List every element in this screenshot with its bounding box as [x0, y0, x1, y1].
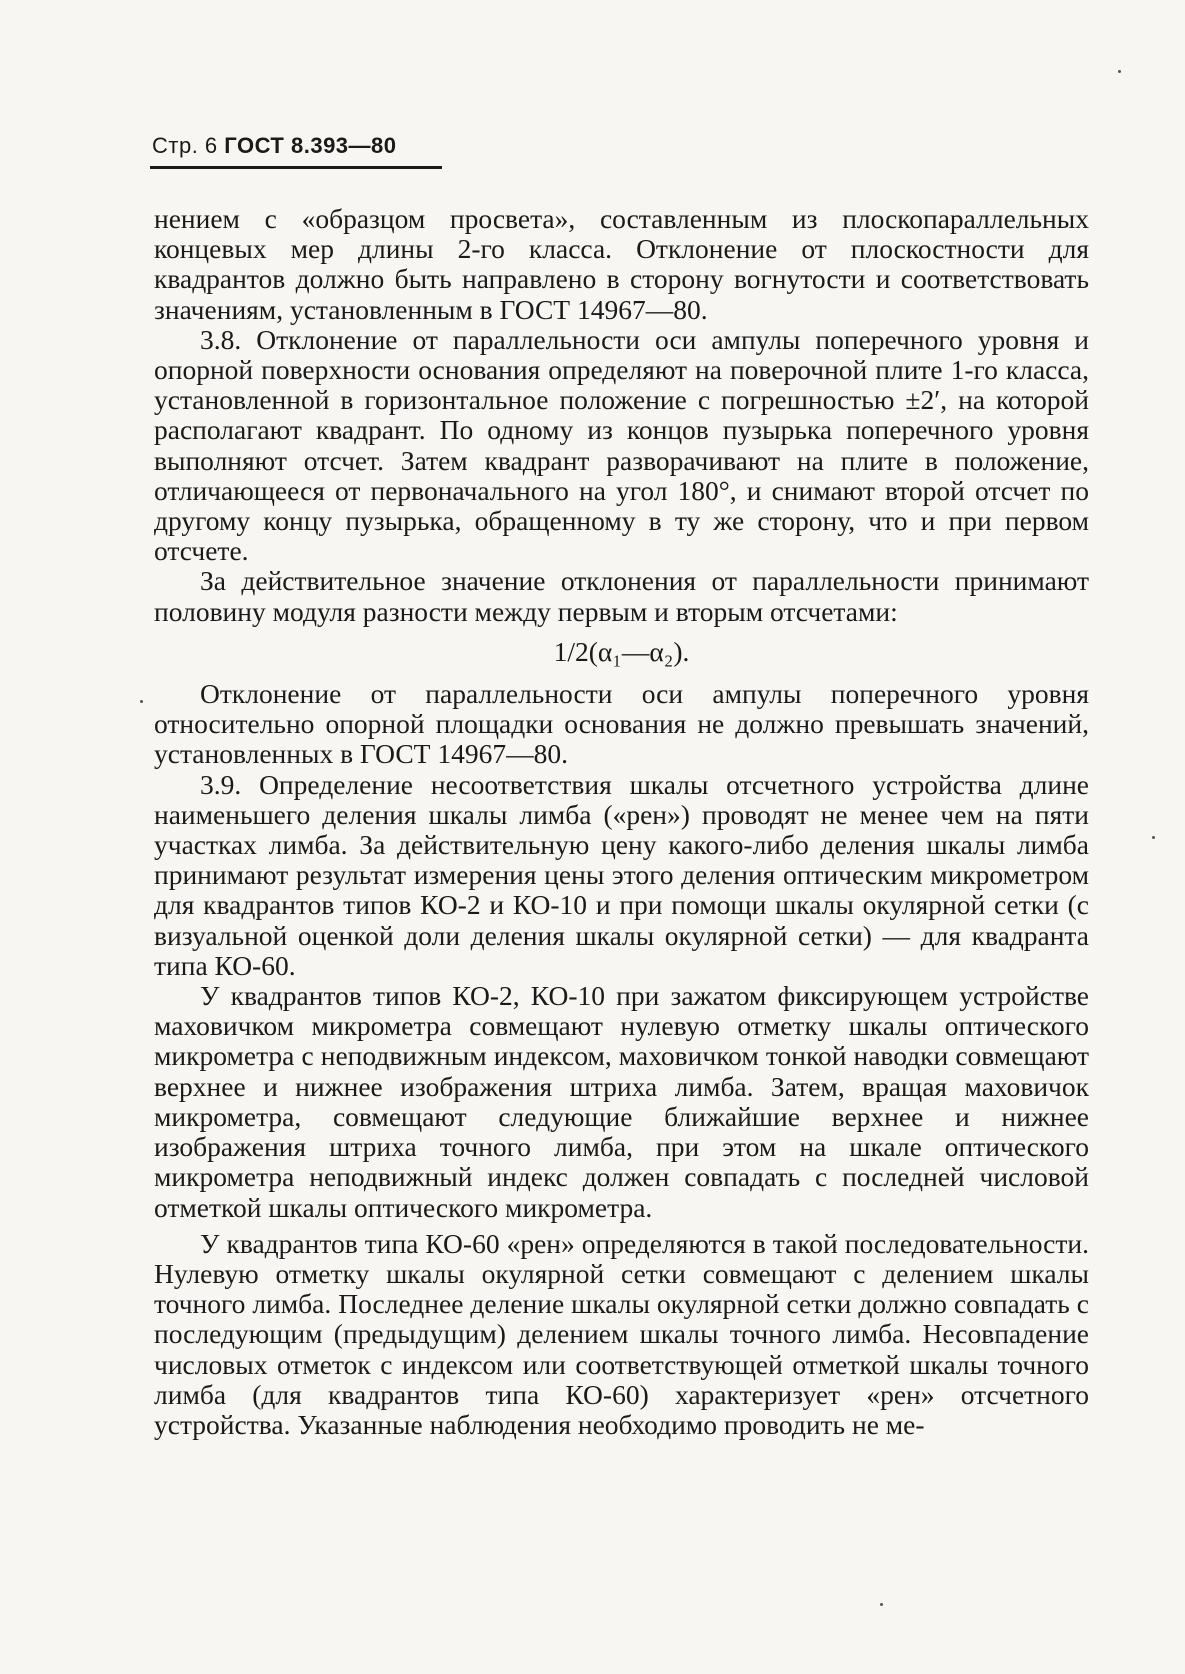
paragraph-continuation: нением с «образцом просвета», составленным из плоскопараллельных концевых мер длины 2-го класса. Отклонение от плоскостности для квадрантов должно быть направлено в сторону вогнутости и соответствовать значениям, установленным в ГОСТ 14967—80. [154, 203, 1089, 325]
page-number: Стр. 6 [152, 133, 218, 158]
paragraph-deviation-limit: Отклонение от параллельности оси ампулы поперечного уровня относительно опорной площадки основания не должно превышать значений, установленных в ГОСТ 14967—80. [154, 678, 1089, 770]
standard-code: ГОСТ 8.393—80 [224, 133, 397, 158]
header-rule [150, 166, 442, 169]
paragraph-actual-value: За действительное значение отклонения от параллельности принимают половину модуля разности между первым и вторым отсчетами: [154, 565, 1089, 627]
paragraph-3-8: 3.8. Отклонение от параллельности оси ампулы поперечного уровня и опорной поверхности основания определяют на поверочной плите 1-го класса, установленной в горизонтальное положение с погрешностью ±2′, на которой располагают квадрант. По одному из концов пузырька поперечного уровня выполняют отсчет. Затем квадрант разворачивают на плите в положение, отличающееся от первоначального на угол 180°, и снимают второй отсчет по другому концу пузырька, обращенному в ту же сторону, что и при первом отсчете. [154, 323, 1089, 567]
scan-speck [1118, 70, 1121, 73]
scan-speck [1152, 836, 1155, 839]
paragraph-ko2-ko10: У квадрантов типов КО-2, КО-10 при зажатом фиксирующем устройстве маховичком микрометра совмещают нулевую отметку шкалы оптического микрометра с неподвижным индексом, маховичком тонкой наводки совмещают верхнее и нижнее изображения штриха лимба. Затем, вращая маховичок микрометра, совмещают следующие ближайшие верхнее и нижнее изображения штриха точного лимба, при этом на шкале оптического микрометра неподвижный индекс должен совпадать с последней числовой отметкой шкалы оптического микрометра. [154, 980, 1089, 1223]
paragraph-ko60: У квадрантов типа КО-60 «рен» определяются в такой последовательности. Нулевую отметку шкалы окулярной сетки совмещают с делением шкалы точного лимба. Последнее деление шкалы окулярной сетки должно совпадать с последующим (предыдущим) делением шкалы точного лимба. Несовпадение числовых отметок с индексом или соответствующей отметкой шкалы точного лимба (для квадрантов типа КО-60) характеризует «рен» отсчетного устройства. Указанные наблюдения необходимо проводить не ме- [154, 1227, 1089, 1440]
paragraph-3-9: 3.9. Определение несоответствия шкалы отсчетного устройства длине наименьшего деления шкалы лимба («рен») проводят не менее чем на пяти участках лимба. За действительную цену какого-либо деления шкалы лимба принимают результат измерения цены этого деления оптическим микрометром для квадрантов типов КО-2 и КО-10 и при помощи шкалы окулярной сетки (с визуальной оценкой доли деления шкалы окулярной сетки) — для квадранта типа КО-60. [154, 768, 1089, 981]
scan-speck [880, 1603, 883, 1606]
page-header [152, 133, 397, 159]
scan-speck [140, 700, 143, 703]
formula: 1/2(α₁—α₂). [553, 635, 690, 667]
page-body [154, 204, 1089, 1440]
